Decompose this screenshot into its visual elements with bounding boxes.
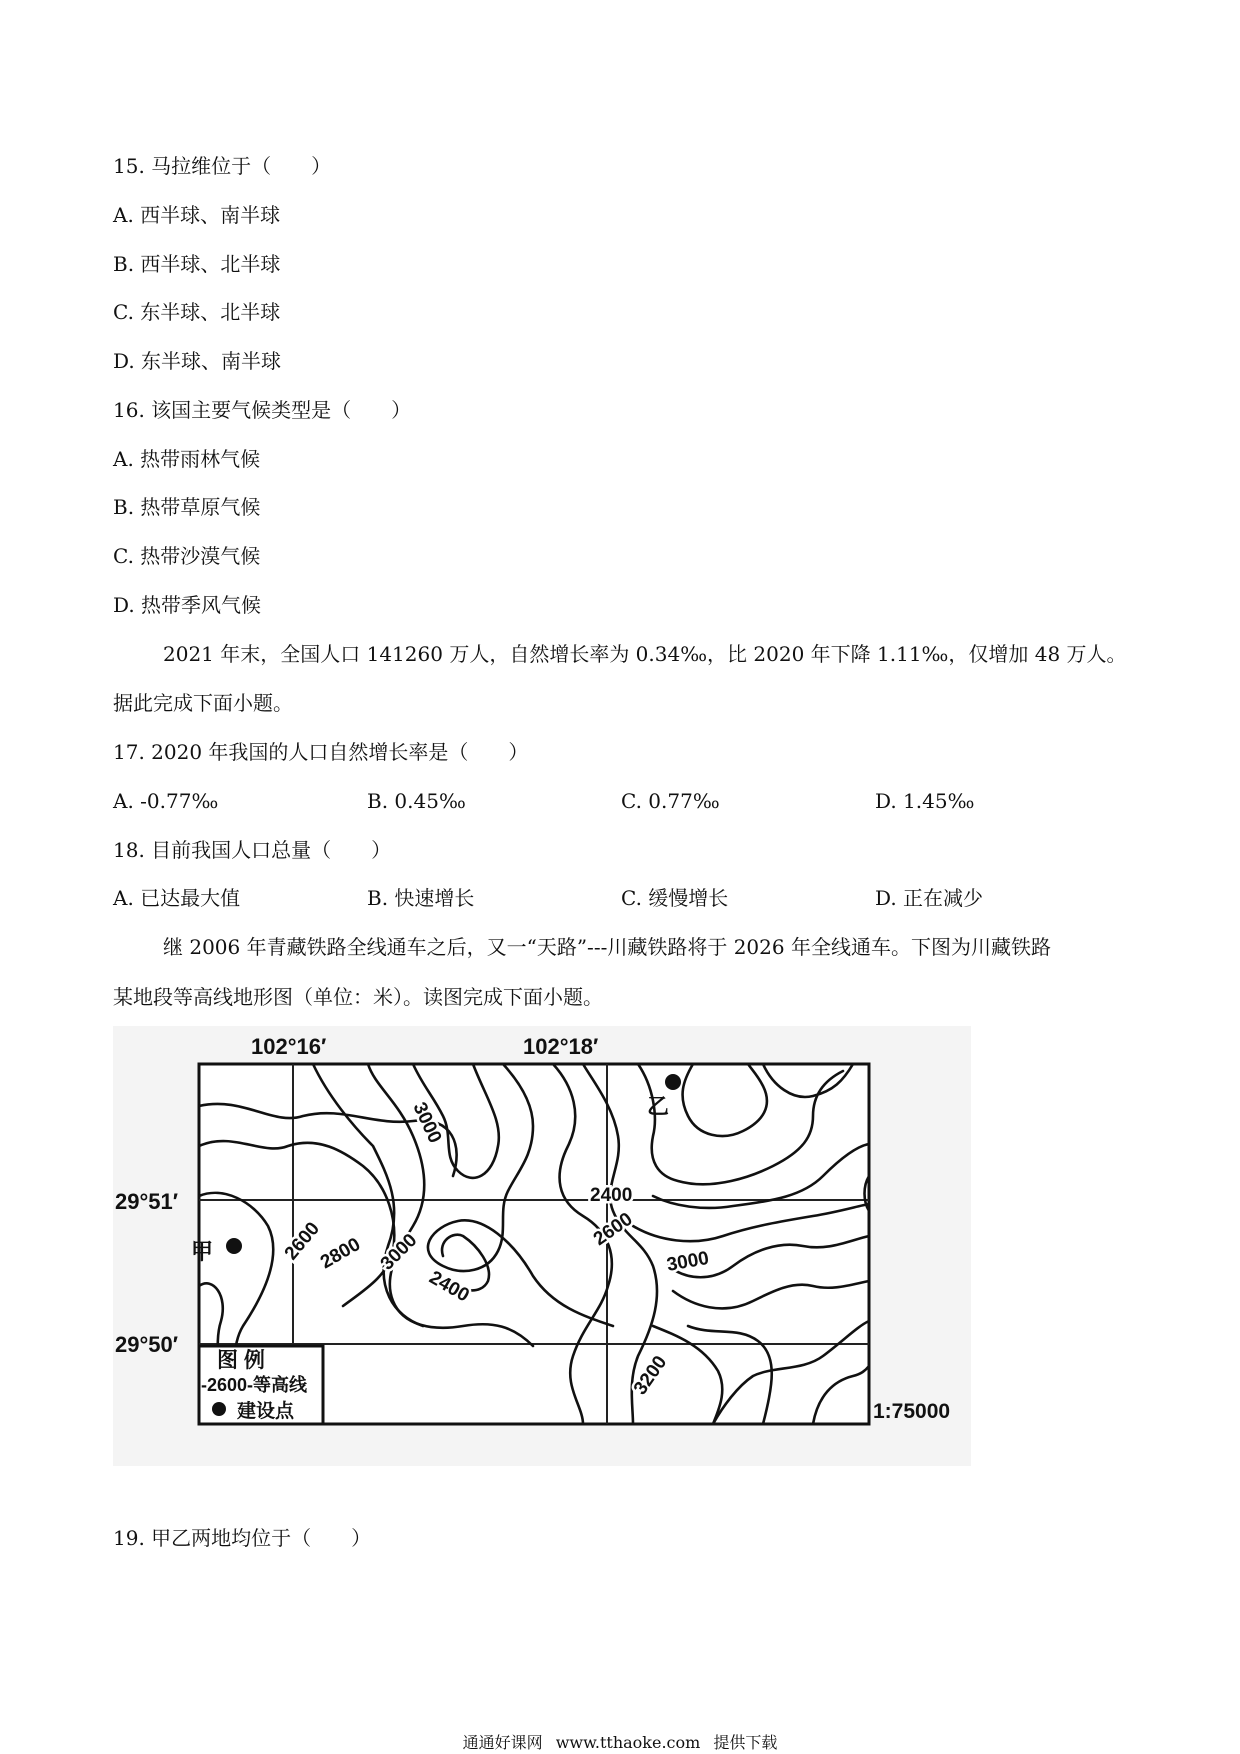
question-18-stem: 18. 目前我国人口总量（ ） [113,838,392,862]
longitude-label-right: 102°18′ [523,1034,599,1059]
latitude-label-top: 29°51′ [115,1189,179,1214]
question-16-option-c: C. 热带沙漠气候 [113,544,261,568]
question-18-options [113,885,1133,911]
legend-title: 图 例 [217,1349,265,1372]
point-jia-marker [226,1238,242,1254]
question-18-option-b: B. 快速增长 [367,886,475,910]
question-17-options [113,788,1133,814]
question-15-option-d: D. 东半球、南半球 [113,349,282,373]
question-15-option-a: A. 西半球、南半球 [113,203,281,227]
question-17-option-b: B. 0.45‰ [367,789,466,813]
contour-map [113,1026,971,1466]
legend-point: 建设点 [237,1401,295,1422]
legend-contour: -2600-等高线 [201,1375,308,1395]
question-18-option-c: C. 缓慢增长 [621,886,729,910]
question-15-stem: 15. 马拉维位于（ ） [113,154,332,178]
question-16-option-d: D. 热带季风气候 [113,593,262,617]
question-16-option-b: B. 热带草原气候 [113,495,261,519]
map-scale: 1:75000 [873,1400,951,1423]
contour-label: 2600 [280,1218,325,1265]
point-yi-marker [665,1074,681,1090]
contour-label: 2800 [317,1234,365,1274]
point-yi-label: 乙 [647,1094,670,1119]
question-17-stem: 17. 2020 年我国的人口自然增长率是（ ） [113,740,529,764]
page-footer [0,1733,1240,1753]
contour-label: 2400 [590,1185,633,1206]
point-jia-label: 甲 [191,1239,214,1264]
passage-1-line-2: 据此完成下面小题。 [113,691,293,715]
contour-label: 2400 [425,1267,473,1307]
contour-label: 2600 [589,1208,637,1251]
footer-site-name: 通通好课网 [462,1733,543,1752]
question-15-option-c: C. 东半球、北半球 [113,300,281,324]
contour-map-figure [113,1026,971,1466]
footer-url[interactable]: www.tthaoke.com [555,1733,701,1752]
contour-label: 3200 [629,1352,672,1399]
question-18-option-d: D. 正在减少 [875,886,984,910]
question-16-stem: 16. 该国主要气候类型是（ ） [113,398,412,422]
longitude-label-left: 102°16′ [251,1034,327,1059]
contour-label: 3000 [376,1229,422,1275]
passage-2-line-2: 某地段等高线地形图（单位：米）。读图完成下面小题。 [113,985,603,1009]
passage-1-line-1: 2021 年末，全国人口 141260 万人，自然增长率为 0.34‰，比 2020 年下降 1.11‰，仅增加 48 万人。 [163,642,1127,666]
footer-suffix: 提供下载 [713,1733,778,1752]
contour-label: 3000 [408,1099,446,1147]
question-19-stem: 19. 甲乙两地均位于（ ） [113,1526,372,1550]
legend-point-icon [212,1402,226,1416]
latitude-label-bottom: 29°50′ [115,1332,179,1357]
question-18-option-a: A. 已达最大值 [113,886,241,910]
question-17-option-c: C. 0.77‰ [621,789,720,813]
passage-2-line-1: 继 2006 年青藏铁路全线通车之后，又一“天路”---川藏铁路将于 2026 年全线通车。下图为川藏铁路 [163,935,1051,959]
question-16-option-a: A. 热带雨林气候 [113,447,261,471]
contour-label: 3000 [665,1247,711,1276]
question-17-option-d: D. 1.45‰ [875,789,975,813]
question-15-option-b: B. 西半球、北半球 [113,252,281,276]
question-17-option-a: A. -0.77‰ [113,789,219,813]
